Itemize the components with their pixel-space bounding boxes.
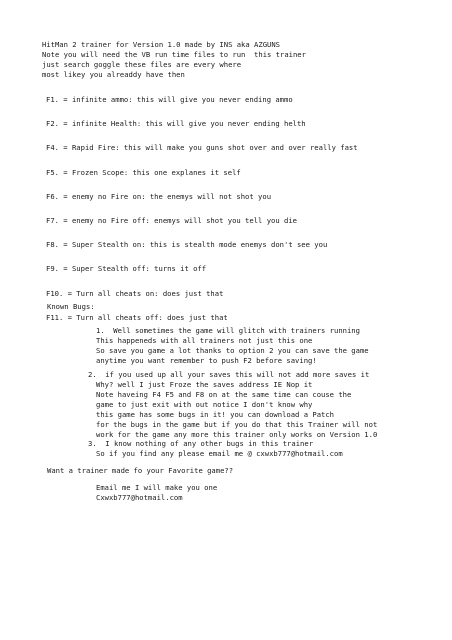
- hotkey-item: F7. = enemy no Fire off: enemys will shot you tell you die: [46, 215, 297, 225]
- bug-line: 3. I know nothing of any other bugs in this trainer: [88, 439, 314, 448]
- intro-line: HitMan 2 trainer for Version 1.0 made by INS aka AZGUNS: [42, 40, 280, 49]
- bug-line: this game has some bugs in it! you can download a Patch: [96, 410, 334, 419]
- bug-item-1: [96, 326, 369, 366]
- intro-line: just search goggle these files are every where: [42, 60, 242, 69]
- hotkey-item: F5. = Frozen Scope: this one explanes it self: [46, 167, 241, 177]
- hotkey-item: F6. = enemy no Fire on: the enemys will not shot you: [46, 191, 272, 201]
- bug-line: game to just exit with out notice I don't know why: [96, 400, 313, 409]
- bug-line: for the bugs in the game but if you do that this Trainer will not: [96, 420, 378, 429]
- hotkey-list: [46, 95, 358, 337]
- bug-line: Why? well I just Froze the saves address IE Nop it: [96, 380, 313, 389]
- bug-line: 2. if you used up all your saves this will not add more saves it: [88, 370, 370, 379]
- intro-line: Note you will need the VB run time files to run this trainer: [42, 50, 306, 59]
- known-bugs-heading: Known Bugs:: [47, 302, 95, 311]
- contact-block: [96, 483, 217, 503]
- trainer-request-text: Want a trainer made fo your Favorite game??: [47, 466, 234, 475]
- intro-block: [42, 40, 306, 80]
- hotkey-item: F4. = Rapid Fire: this will make you guns shot over and over really fast: [46, 143, 358, 153]
- bug-item-3: [88, 439, 343, 459]
- hotkey-item: F1. = infinite ammo: this will give you never ending ammo: [46, 95, 293, 104]
- contact-line: Email me I will make you one: [96, 483, 218, 492]
- bug-item-2: [88, 370, 377, 440]
- hotkey-item: F2. = infinite Health: this will give you never ending helth: [46, 119, 306, 129]
- bug-line: Note haveing F4 F5 and F8 on at the same time can couse the: [96, 390, 352, 399]
- hotkey-item: F8. = Super Stealth on: this is stealth mode enemys don't see you: [46, 240, 328, 250]
- bug-line: work for the game any more this trainer only works on Version 1.0: [96, 430, 378, 439]
- bug-line: So if you find any please email me @ cxwxb777@hotmail.com: [96, 449, 343, 458]
- bug-line: So save you game a lot thanks to option 2 you can save the game: [96, 346, 369, 355]
- bug-line: 1. Well sometimes the game will glitch with trainers running: [96, 326, 360, 335]
- bug-line: This happeneds with all trainers not just this one: [96, 336, 313, 345]
- hotkey-item: F11. = Turn all cheats off: does just that: [46, 312, 228, 322]
- contact-email: Cxwxb777@hotmail.com: [96, 493, 183, 502]
- hotkey-item: F10. = Turn all cheats on: does just that: [46, 288, 224, 298]
- hotkey-item: F9. = Super Stealth off: turns it off: [46, 264, 207, 274]
- intro-line: most likey you alreaddy have then: [42, 70, 185, 79]
- bug-line: anytime you want remember to push F2 before saving!: [96, 356, 317, 365]
